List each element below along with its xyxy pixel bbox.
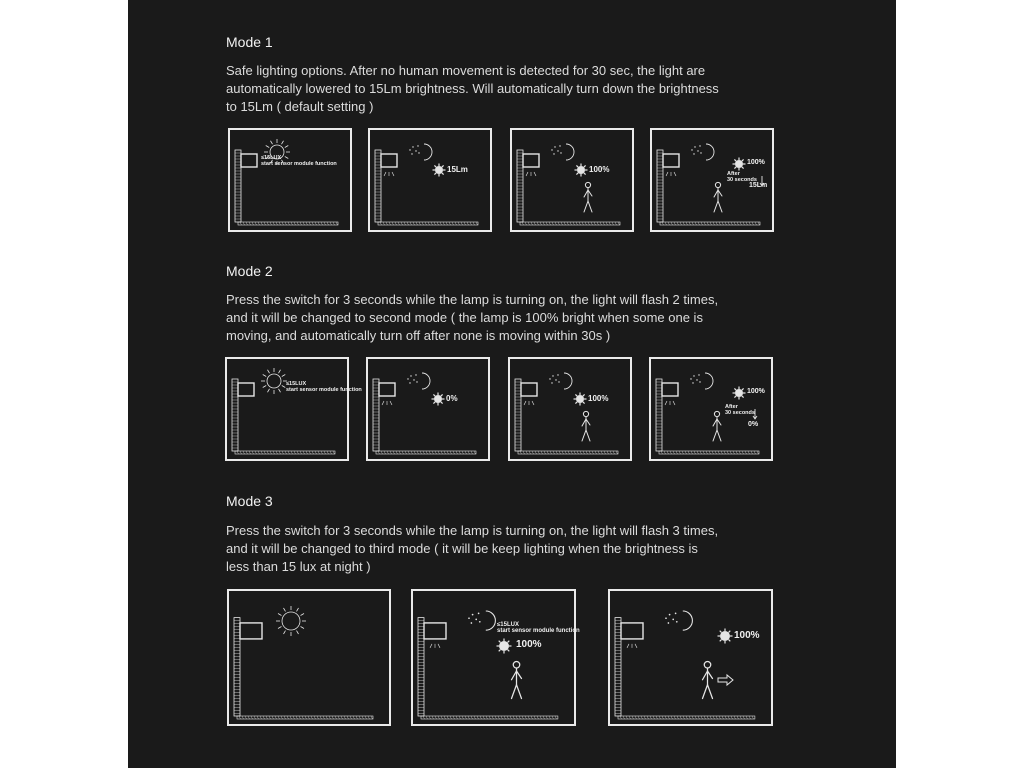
wall-lamp (663, 154, 679, 176)
brightness-label: 100% (588, 394, 609, 403)
light-burst-icon (497, 639, 512, 654)
night-idle-scene (370, 130, 490, 230)
brightness-label: 100% (747, 159, 765, 166)
brick-wall (517, 150, 523, 222)
walking-person-icon (512, 662, 522, 699)
light-burst-icon (733, 387, 746, 400)
mode-3-panel-night-idle (411, 589, 580, 726)
brightness-label: 100% (516, 639, 542, 650)
wall-lamp (381, 154, 397, 176)
wall-lamp (241, 154, 257, 167)
after-delay-label: After 30 seconds (725, 404, 755, 416)
brick-wall (234, 618, 240, 716)
wall-lamp (523, 154, 539, 176)
wall-lamp (379, 383, 395, 405)
brightness-label: 0% (446, 394, 458, 403)
brick-wall (657, 150, 663, 222)
daylight-scene (227, 359, 347, 459)
ground-line (378, 222, 478, 225)
ground-line (376, 451, 476, 454)
moon-stars-icon (468, 611, 495, 630)
mode-3-line-2: and it will be changed to third mode ( it will be keep lighting when the brightness is (226, 541, 698, 556)
brightness-label: 15Lm (447, 165, 468, 174)
brick-wall (235, 150, 241, 222)
moon-stars-icon (549, 373, 572, 389)
lux-threshold-label: ≤15LUX start sensor module function (497, 622, 580, 634)
light-burst-icon (718, 629, 733, 644)
night-idle-scene (413, 591, 574, 724)
mode-3-line-1: Press the switch for 3 seconds while the lamp is turning on, the light will flash 3 times, (226, 523, 719, 538)
mode-1-panel-night-idle (368, 128, 492, 232)
mode-1-panel-after-30s (650, 128, 774, 232)
brick-wall (232, 379, 238, 451)
sun-icon (261, 368, 287, 394)
brightness-label: 100% (747, 388, 765, 395)
ground-line (238, 222, 338, 225)
mode-2-panel-motion (508, 357, 632, 461)
light-burst-icon (432, 393, 445, 406)
sensor-function-label: start sensor module function (261, 161, 337, 167)
result-label: 0% (748, 421, 759, 428)
mode-1-panel-daylight (228, 128, 352, 232)
mode-1-line-1: Safe lighting options. After no human movement is detected for 30 sec, the light are (226, 63, 706, 78)
mode-2-title: Mode 2 (226, 263, 273, 279)
walking-person-icon (713, 411, 721, 441)
motion-scene (510, 359, 630, 459)
wall-lamp (621, 623, 643, 648)
mode-1-title: Mode 1 (226, 34, 273, 50)
mode-3-line-3: less than 15 lux at night ) (226, 559, 371, 574)
brightness-label: 100% (589, 165, 610, 174)
ground-line (518, 451, 618, 454)
result-label: 15Lm (749, 182, 768, 189)
light-burst-icon (574, 393, 587, 406)
after-delay-label: After 30 seconds (727, 171, 757, 183)
moon-stars-icon (551, 144, 574, 160)
daylight-scene (230, 130, 350, 230)
wall-lamp (240, 623, 262, 639)
walking-person-icon (584, 182, 592, 212)
walking-person-icon (582, 411, 590, 441)
ground-line (235, 451, 335, 454)
brick-wall (375, 150, 381, 222)
mode-2-line-2: and it will be changed to second mode ( the lamp is 100% bright when some one is (226, 310, 703, 325)
sun-icon (276, 606, 306, 636)
ground-line (421, 716, 558, 719)
brick-wall (615, 618, 621, 716)
brightness-label: 100% (734, 630, 760, 641)
brick-wall (418, 618, 424, 716)
mode-2-panel-night-idle (366, 357, 490, 461)
mode-2-panel-daylight (225, 357, 362, 461)
moon-stars-icon (409, 144, 432, 160)
walking-person-icon (714, 182, 722, 212)
moon-stars-icon (691, 144, 714, 160)
mode-3-panel-motion (608, 589, 773, 726)
mode-2-line-1: Press the switch for 3 seconds while the lamp is turning on, the light will flash 2 times, (226, 292, 719, 307)
ground-line (659, 451, 759, 454)
walking-person-icon (703, 662, 713, 699)
wall-lamp (521, 383, 537, 405)
wall-lamp (238, 383, 254, 396)
motion-scene (610, 591, 771, 724)
ground-line (660, 222, 760, 225)
daylight-scene (229, 591, 389, 724)
light-burst-icon (433, 164, 446, 177)
mode-1-panel-motion (510, 128, 634, 232)
lux-threshold-label: ≤15LUX start sensor module function (261, 155, 337, 167)
moon-stars-icon (665, 611, 692, 630)
mode-3-title: Mode 3 (226, 493, 273, 509)
brick-wall (656, 379, 662, 451)
ground-line (237, 716, 373, 719)
sensor-function-label: start sensor module function (497, 628, 580, 634)
brick-wall (515, 379, 521, 451)
arrow-right-icon (718, 675, 733, 685)
ground-line (520, 222, 620, 225)
sensor-function-label: start sensor module function (286, 387, 362, 393)
wall-lamp (662, 383, 678, 405)
wall-lamp (424, 623, 446, 648)
ground-line (618, 716, 755, 719)
lux-threshold-label: ≤15LUX start sensor module function (286, 381, 362, 393)
light-burst-icon (733, 158, 746, 171)
mode-2-line-3: moving, and automatically turn off after none is moving within 30s ) (226, 328, 611, 343)
moon-stars-icon (407, 373, 430, 389)
light-burst-icon (575, 164, 588, 177)
moon-stars-icon (690, 373, 713, 389)
mode-1-line-2: automatically lowered to 15Lm brightness. Will automatically turn down the brightness (226, 81, 719, 96)
brick-wall (373, 379, 379, 451)
night-idle-scene (368, 359, 488, 459)
mode-1-description (226, 62, 796, 116)
mode-3-panel-daylight (227, 589, 391, 726)
mode-1-line-3: to 15Lm ( default setting ) (226, 99, 374, 114)
instruction-sheet (128, 0, 896, 768)
mode-2-description (226, 291, 796, 345)
mode-3-description (226, 522, 796, 576)
mode-2-panel-after-30s (649, 357, 773, 461)
motion-scene (512, 130, 632, 230)
